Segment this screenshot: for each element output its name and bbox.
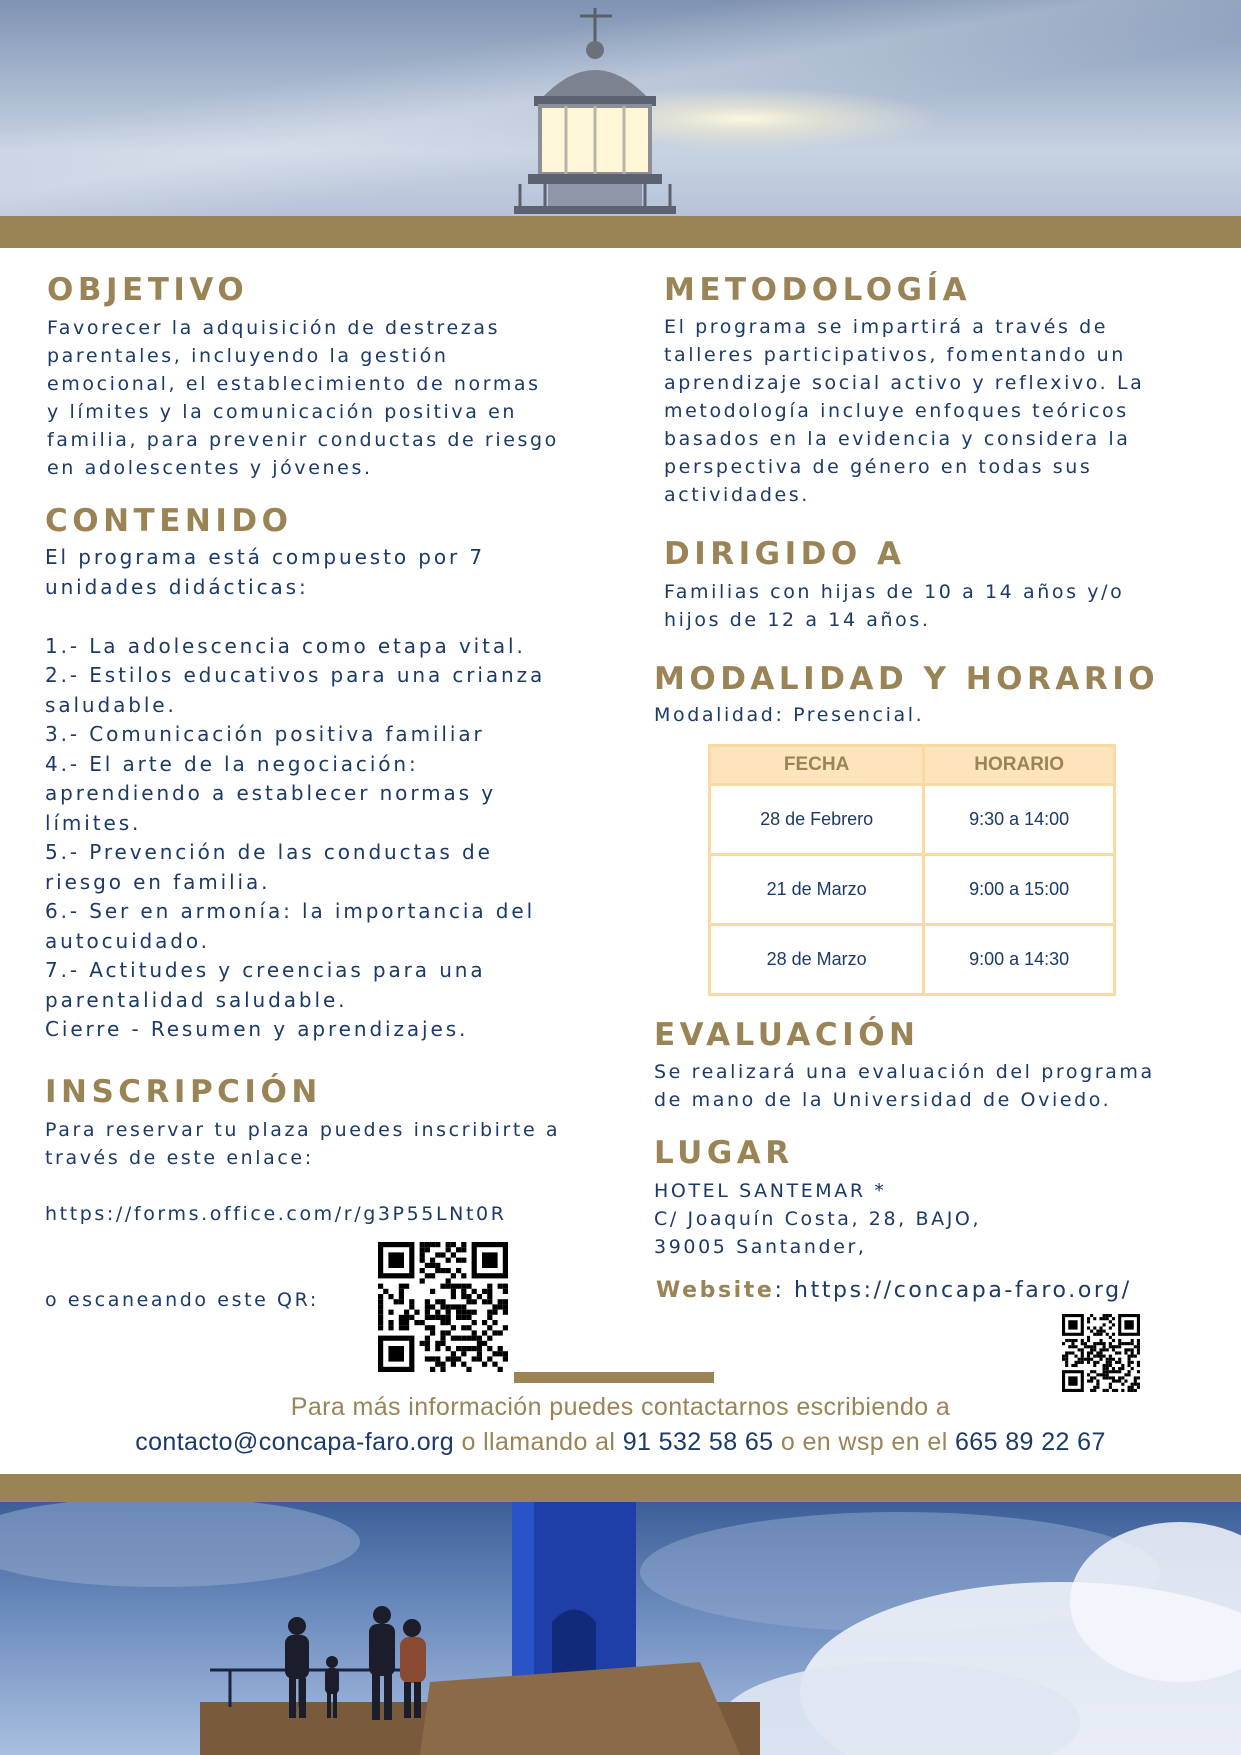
schedule-table	[708, 744, 1116, 996]
table-cell-fecha: 28 de Marzo	[710, 925, 924, 995]
contact-details	[0, 1428, 1241, 1457]
contenido-list	[45, 543, 635, 1045]
contenido-line: autocuidado.	[45, 928, 210, 953]
contenido-line: Cierre - Resumen y aprendizajes.	[45, 1017, 469, 1041]
lugar-address: HOTEL SANTEMAR * C/ Joaquín Costa, 28, BAJO, 39005 Santander,	[654, 1180, 982, 1258]
evaluacion-text: Se realizará una evaluación del programa de mano de la Universidad de Oviedo.	[654, 1061, 1155, 1111]
objetivo-section	[47, 272, 627, 482]
contact-email[interactable]: contacto@concapa-faro.org	[135, 1428, 455, 1456]
lugar-section	[654, 1135, 1234, 1261]
contenido-line: El programa está compuesto por 7	[45, 545, 485, 569]
website-line	[656, 1278, 1132, 1303]
table-header-horario: HORARIO	[924, 746, 1115, 785]
website-link[interactable]: https://concapa-faro.org/	[794, 1278, 1132, 1303]
evaluacion-section	[654, 1017, 1234, 1114]
contenido-heading: CONTENIDO	[45, 503, 293, 539]
contenido-line: 2.- Estilos educativos para una crianza	[45, 663, 546, 687]
contenido-line: aprendiendo a establecer normas y	[45, 781, 496, 805]
contenido-line: unidades didácticas:	[45, 574, 309, 599]
modalidad-section	[654, 661, 1234, 729]
table-cell-fecha: 28 de Febrero	[710, 785, 924, 855]
contenido-line: 7.- Actitudes y creencias para una	[45, 958, 486, 982]
footer-divider	[514, 1372, 714, 1383]
metodologia-text: El programa se impartirá a través de talleres participativos, fomentando un aprendizaje social activo y reflexivo. La metodología incluye enfoques teóricos basados en la evidencia y considera la perspectiva de género en todas sus actividades.	[664, 316, 1145, 506]
lighthouse-header-photo	[0, 0, 1241, 216]
metodologia-heading: METODOLOGÍA	[664, 272, 972, 308]
contact-text-2: o en wsp en el	[773, 1428, 955, 1456]
table-row	[710, 925, 1115, 995]
top-gold-band	[0, 216, 1241, 248]
evaluacion-heading: EVALUACIÓN	[654, 1017, 920, 1053]
dirigido-section	[664, 536, 1224, 634]
inscripcion-text: Para reservar tu plaza puedes inscribirte a través de este enlace:	[45, 1119, 561, 1169]
contenido-line: límites.	[45, 810, 142, 835]
contenido-line: saludable.	[45, 692, 177, 717]
dirigido-text: Familias con hijas de 10 a 14 años y/o hijos de 12 a 14 años.	[664, 581, 1125, 631]
dirigido-heading: DIRIGIDO A	[664, 536, 906, 572]
contact-phone[interactable]: 91 532 58 65	[622, 1428, 774, 1456]
objetivo-heading: OBJETIVO	[47, 272, 249, 308]
metodologia-section	[664, 272, 1224, 509]
website-qr-code[interactable]	[1062, 1314, 1140, 1392]
contenido-line: 1.- La adolescencia como etapa vital.	[45, 633, 526, 658]
contenido-line: 3.- Comunicación positiva familiar	[45, 722, 485, 746]
contenido-line: 6.- Ser en armonía: la importancia del	[45, 899, 536, 923]
objetivo-text: Favorecer la adquisición de destrezas parentales, incluyendo la gestión emocional, el establecimiento de normas y límites y la comunicación positiva en familia, para prevenir conductas de riesgo en adolescentes y jóvenes.	[47, 317, 559, 479]
table-header-row	[710, 746, 1115, 785]
inscripcion-qr-code[interactable]	[378, 1242, 508, 1372]
contenido-line: parentalidad saludable.	[45, 987, 348, 1012]
table-cell-horario: 9:00 a 15:00	[924, 855, 1115, 925]
table-cell-horario: 9:30 a 14:00	[924, 785, 1115, 855]
contenido-line: 4.- El arte de la negociación:	[45, 751, 419, 776]
table-row	[710, 855, 1115, 925]
table-cell-horario: 9:00 a 14:30	[924, 925, 1115, 995]
modalidad-heading: MODALIDAD Y HORARIO	[654, 661, 1160, 697]
contact-text-1: o llamando al	[454, 1428, 623, 1456]
contenido-line: 5.- Prevención de las conductas de	[45, 840, 493, 864]
modalidad-text: Modalidad: Presencial.	[654, 704, 925, 726]
contact-intro: Para más información puedes contactarnos escribiendo a	[290, 1393, 951, 1421]
contenido-line	[45, 602, 635, 632]
qr-label: o escaneando este QR:	[45, 1289, 319, 1311]
table-cell-fecha: 21 de Marzo	[710, 855, 924, 925]
table-row	[710, 785, 1115, 855]
table-header-fecha: FECHA	[710, 746, 924, 785]
contenido-line: riesgo en familia.	[45, 869, 271, 894]
lugar-heading: LUGAR	[654, 1135, 794, 1171]
family-lighthouse-photo	[0, 1502, 1241, 1755]
inscripcion-heading: INSCRIPCIÓN	[45, 1074, 322, 1110]
website-sep: :	[774, 1278, 795, 1303]
inscripcion-section	[45, 1074, 645, 1228]
contact-whatsapp[interactable]: 665 89 22 67	[955, 1428, 1106, 1456]
inscripcion-link[interactable]: https://forms.office.com/r/g3P55LNt0R	[45, 1203, 507, 1225]
contenido-section	[45, 503, 635, 1045]
website-label: Website	[656, 1278, 775, 1303]
bottom-gold-band	[0, 1474, 1241, 1502]
